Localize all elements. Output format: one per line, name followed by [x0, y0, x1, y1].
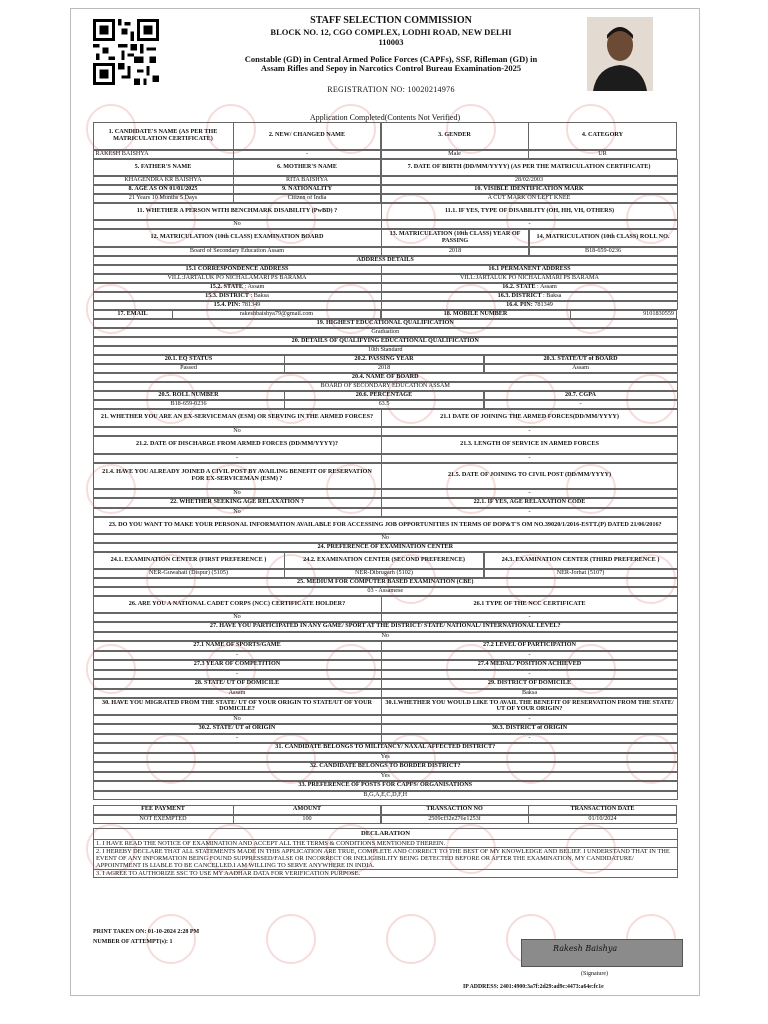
label-highest-qualification: 19. HIGHEST EDUCATIONAL QUALIFICATION	[93, 319, 679, 329]
value-civil-post-date: -	[381, 489, 678, 499]
label-board-state: 20.3. STATE/UT of BOARD	[484, 355, 678, 365]
value-corr-state: : Assam	[244, 282, 265, 290]
label-ncc-type: 26.1 TYPE OF THE NCC CERTIFICATE	[381, 596, 678, 614]
value-perm-district: : Baksa	[543, 291, 562, 299]
label-disability-type: 11.1. IF YES, TYPE OF DISABILITY (OH, HH, VH, OTHERS)	[381, 203, 678, 221]
label-age-relaxation: 22. WHETHER SEEKING AGE RELAXATION ?	[93, 498, 382, 509]
payment-header-fee: FEE PAYMENT	[93, 805, 234, 816]
declaration-item-2: 2. I HEREBY DECLARE THAT ALL STATEMENTS MADE IN THIS APPLICATION ARE TRUE, COMPLETE AND CORRECT TO THE BEST OF MY KNOWLEDGE AND BELIEF. I UNDERSTAND THAT IN THE EVENT OF ANY INFORMATION BEING FOUND SUPPRESSED/FALSE OR INCORRECT OR INELIGIBILITY BEING DETECTED BEFORE OR AFTER THE EXAMINATION, MY CANDIDATURE/ APPOINTMENT IS LIABLE TO BE CANCELLED.I AM WILLING TO SERVE ANYWHERE IN INDIA.	[93, 848, 678, 870]
value-competition-year: -	[93, 670, 382, 680]
value-corr-pin: 781349	[241, 300, 261, 308]
value-sports: No	[93, 632, 679, 642]
value-cgpa: -	[484, 400, 678, 410]
value-perm-state: : Assam	[537, 282, 557, 290]
label-pwbd: 11. WHETHER A PERSON WITH BENCHMARK DISABILITY (PwBD) ?	[93, 203, 382, 221]
value-corr-district: : Baksa	[250, 291, 269, 299]
payment-txn-date: 01/10/2024	[528, 815, 677, 825]
label-perm-state: 16.2. STATE	[502, 282, 536, 290]
label-gender: 3. GENDER	[381, 122, 529, 151]
payment-header-txn-no: TRANSACTION NO	[381, 805, 529, 816]
label-new-name: 2. NEW/ CHANGED NAME	[233, 122, 381, 151]
label-perm-district: 16.3. DISTRICT	[497, 291, 542, 299]
label-mother-name: 6. MOTHER'S NAME	[233, 159, 381, 177]
value-category: UR	[528, 150, 677, 160]
payment-header-txn-date: TRANSACTION DATE	[528, 805, 677, 816]
value-dob: 28/02/2003	[381, 176, 678, 186]
value-participation-level: -	[381, 651, 678, 661]
payment-header-amount: AMOUNT	[233, 805, 381, 816]
value-matric-year: 2018	[381, 247, 529, 257]
payment-amount: 100	[233, 815, 381, 825]
value-disability-type: -	[381, 220, 678, 230]
value-permanent-address: VILL:JARTALUK PO NICHALAMARI PS BARAMA	[381, 274, 678, 284]
value-gender: Male	[381, 150, 529, 160]
value-origin-district: -	[381, 734, 678, 744]
org-pin: 110003	[378, 37, 404, 47]
ip-address: IP ADDRESS: 2401:4900:3a7f:2d29:ad9c:4473:a64e:fc1e	[463, 984, 604, 990]
value-origin-reservation: -	[381, 715, 678, 725]
declaration-title: DECLARATION	[93, 828, 678, 840]
label-discharge-date: 21.2. DATE OF DISCHARGE FROM ARMED FORCES (DD/MM/YYYY)?	[93, 436, 382, 455]
label-service-length: 21.3. LENGTH OF SERVICE IN ARMED FORCES	[381, 436, 678, 455]
label-job-opportunities: 23. DO YOU WANT TO MAKE YOUR PERSONAL INFORMATION AVAILABLE FOR ACCESSING JOB OPPORTUNITIES IN TERMS OF DOP&T'S OM NO.39020/1/2016-ESTT.(P) DATED 21/06/2016?	[93, 517, 679, 535]
value-civil-post: No	[93, 489, 382, 499]
value-board-name: BOARD OF SECONDARY EDUCATION ASSAM	[93, 382, 679, 392]
print-taken-on: PRINT TAKEN ON: 01-10-2024 2:28 PM	[93, 929, 200, 935]
label-matric-year: 13. MATRICULATION (10th CLASS) YEAR OF PASSING	[381, 229, 529, 248]
payment-table	[93, 805, 678, 824]
value-eq-status: Passed	[93, 364, 285, 374]
label-participation-level: 27.2 LEVEL OF PARTICIPATION	[381, 641, 678, 652]
org-address: BLOCK NO. 12, CGO COMPLEX, LODHI ROAD, NEW DELHI	[270, 27, 512, 37]
label-cgpa: 20.7. CGPA	[484, 391, 678, 401]
application-form-page	[70, 8, 700, 996]
value-father-name: KHAGENDRA KR BAISHYA	[93, 176, 234, 186]
label-email: 17. EMAIL	[93, 310, 173, 320]
signature-text: Rakesh Baishya	[553, 944, 618, 953]
application-status: Application Completed(Contents Not Verified)	[309, 113, 461, 122]
label-militancy-district: 31. CANDIDATE BELONGS TO MILITANCY/ NAXAL AFFECTED DISTRICT?	[93, 743, 679, 754]
value-highest-qualification: Graduation	[93, 328, 679, 338]
label-relaxation-code: 22.1. IF YES, AGE RELAXATION CODE	[381, 498, 678, 509]
label-permanent-address: 16.1 PERMANENT ADDRESS	[381, 265, 678, 275]
application-table	[93, 122, 678, 878]
value-origin-state: -	[93, 734, 382, 744]
label-medal: 27.4 MEDAL/ POSITION ACHIEVED	[381, 660, 678, 671]
label-migrated: 30. HAVE YOU MIGRATED FROM THE STATE/ UT OF YOUR ORIGIN TO STATE/UT OF YOUR DOMICILE?	[93, 698, 382, 716]
value-pwbd: No	[93, 220, 382, 230]
label-origin-reservation: 30.1.WHETHER YOU WOULD LIKE TO AVAIL THE BENEFIT OF RESERVATION FROM THE STATE/ UT OF YOUR ORIGIN?	[381, 698, 678, 716]
value-center-first: NER-Guwahati (Dispur) (5105)	[93, 569, 285, 579]
label-civil-post: 21.4. HAVE YOU ALREADY JOINED A CIVIL POST BY AVAILING BENEFIT OF RESERVATION FOR EX-SERVICEMAN (ESM) ?	[93, 463, 382, 490]
label-category: 4. CATEGORY	[528, 122, 677, 151]
value-service-length: -	[381, 454, 678, 464]
label-origin-district: 30.3. DISTRICT of ORIGIN	[381, 724, 678, 735]
label-ex-serviceman: 21. WHETHER YOU ARE AN EX-SERVICEMAN (ESM) OR SERVING IN THE ARMED FORCES?	[93, 409, 382, 428]
label-matric-board: 12. MATRICULATION (10th CLASS) EXAMINATION BOARD	[93, 229, 382, 248]
signature-caption: (Signature)	[581, 971, 608, 977]
value-sport-name: -	[93, 651, 382, 661]
value-passing-year: 2018	[284, 364, 484, 374]
label-sport-name: 27.1 NAME OF SPORTS/GAME	[93, 641, 382, 652]
label-exam-center-pref: 24. PREFERENCE OF EXAMINATION CENTER	[93, 543, 679, 553]
label-eq-status: 20.1. EQ STATUS	[93, 355, 285, 365]
value-ncc: No	[93, 613, 382, 623]
label-age: 8. AGE AS ON 01/01/2025	[93, 185, 234, 195]
declaration-item-1: 1. I HAVE READ THE NOTICE OF EXAMINATION AND ACCEPT ALL THE TERMS & CONDITIONS MENTIONED THEREIN.	[93, 840, 678, 848]
label-domicile-district: 29. DISTRICT OF DOMICILE	[381, 679, 678, 690]
label-cbe-medium: 25. MEDIUM FOR COMPUTER BASED EXAMINATION (CBE)	[93, 578, 679, 588]
value-post-preference: B,G,A,E,C,D,F,H	[93, 791, 679, 801]
payment-fee-status: NOT EXEMPTED	[93, 815, 234, 825]
label-corr-district: 15.3. DISTRICT	[205, 291, 249, 299]
label-center-third: 24.3. EXAMINATION CENTER (THIRD PREFERENCE )	[484, 552, 678, 570]
label-roll-number: 20.5. ROLL NUMBER	[93, 391, 285, 401]
label-competition-year: 27.3 YEAR OF COMPETITION	[93, 660, 382, 671]
value-matric-board: Board of Secondary Education Assam	[93, 247, 382, 257]
value-center-third: NER-Jorhat (5107)	[484, 569, 678, 579]
value-roll-number: B18-659-0236	[93, 400, 285, 410]
value-percentage: 63.5	[284, 400, 484, 410]
label-mobile: 18. MOBILE NUMBER	[381, 310, 571, 320]
value-qualifying-qualification: 10th Standard	[93, 346, 679, 356]
label-armed-forces-joining: 21.1 DATE OF JOINING THE ARMED FORCES(DD/MM/YYYY)	[381, 409, 678, 428]
value-id-mark: A CUT MARK ON LEFT KNEE	[381, 194, 678, 204]
value-candidate-name: RAKESH BAISHYA	[93, 150, 234, 160]
value-medal: -	[381, 670, 678, 680]
attempt-count: NUMBER OF ATTEMPT(s): 1	[93, 939, 173, 945]
label-id-mark: 10. VISIBLE IDENTIFICATION MARK	[381, 185, 678, 195]
value-militancy-district: Yes	[93, 753, 679, 763]
label-center-first: 24.1. EXAMINATION CENTER (FIRST PREFERENCE )	[93, 552, 285, 570]
label-correspondence-address: 15.1 CORRESPONDENCE ADDRESS	[93, 265, 382, 275]
label-dob: 7. DATE OF BIRTH (DD/MM/YYYY) (AS PER THE MATRICULATION CERTIFICATE)	[381, 159, 678, 177]
value-migrated: No	[93, 715, 382, 725]
value-mobile: 9101830559	[570, 310, 677, 320]
label-perm-pin: 16.4. PIN:	[506, 300, 533, 308]
declaration-item-3: 3. I AGREE TO AUTHORIZE SSC TO USE MY AADHAR DATA FOR VERIFICATION PURPOSE.	[93, 870, 678, 878]
qr-code-icon	[93, 19, 159, 85]
label-qualifying-qualification: 20. DETAILS OF QUALIFYING EDUCATIONAL QUALIFICATION	[93, 337, 679, 347]
value-matric-roll: B18-659-0236	[529, 247, 678, 257]
value-perm-pin: 781349	[534, 300, 553, 308]
value-ncc-type: -	[381, 613, 678, 623]
registration-number: REGISTRATION NO: 10020214976	[327, 85, 455, 94]
label-origin-state: 30.2. STATE/ UT of ORIGIN	[93, 724, 382, 735]
label-civil-post-date: 21.5. DATE OF JOINING TO CIVIL POST (DD/MM/YYYY)	[381, 463, 678, 490]
exam-title: Constable (GD) in Central Armed Police Forces (CAPFs), SSF, Rifleman (GD) in Assam Rifles and Sepoy in Narcotics Control Bureau Examination-2025	[244, 54, 538, 73]
payment-txn-no: 2509cf32e276e1253f	[381, 815, 529, 825]
value-cbe-medium: 03 - Assamese	[93, 587, 679, 597]
label-board-name: 20.4. NAME OF BOARD	[93, 373, 679, 383]
form-header	[71, 9, 699, 111]
value-domicile-state: Assam	[93, 689, 382, 699]
value-board-state: Assam	[484, 364, 678, 374]
value-new-name: -	[233, 150, 381, 160]
label-ncc: 26. ARE YOU A NATIONAL CADET CORPS (NCC) CERTIFICATE HOLDER?	[93, 596, 382, 614]
label-father-name: 5. FATHER'S NAME	[93, 159, 234, 177]
label-candidate-name: 1. CANDIDATE'S NAME (AS PER THE MATRICULATION CERTIFICATE)	[93, 122, 234, 151]
label-percentage: 20.6. PERCENTAGE	[284, 391, 484, 401]
candidate-photo	[587, 17, 653, 91]
value-email: rakeshbaishya79@gmail.com	[172, 310, 381, 320]
value-age: 21 Years 10 Months 5 Days	[93, 194, 234, 204]
value-domicile-district: Baksa	[381, 689, 678, 699]
value-discharge-date: -	[93, 454, 382, 464]
declaration-section	[93, 828, 678, 878]
label-post-preference: 33. PREFERENCE OF POSTS FOR CAPFS/ ORGANISATIONS	[93, 781, 679, 792]
value-job-opportunities: No	[93, 534, 679, 544]
label-passing-year: 20.2. PASSING YEAR	[284, 355, 484, 365]
label-border-district: 32. CANDIDATE BELONGS TO BORDER DISTRICT?	[93, 762, 679, 773]
org-title: STAFF SELECTION COMMISSION	[310, 15, 472, 26]
label-domicile-state: 28. STATE/ UT OF DOMICILE	[93, 679, 382, 690]
label-center-second: 24.2. EXAMINATION CENTER (SECOND PREFERENCE)	[284, 552, 484, 570]
label-nationality: 9. NATIONALITY	[233, 185, 381, 195]
value-nationality: Citizen of India	[233, 194, 381, 204]
value-age-relaxation: No	[93, 508, 382, 518]
value-armed-forces-joining: -	[381, 427, 678, 437]
value-relaxation-code: -	[381, 508, 678, 518]
label-corr-state: 15.2. STATE	[209, 282, 243, 290]
value-ex-serviceman: No	[93, 427, 382, 437]
value-border-district: Yes	[93, 772, 679, 782]
section-address-details: ADDRESS DETAILS	[93, 256, 679, 266]
label-matric-roll: 14. MATRICULATION (10th CLASS) ROLL NO.	[529, 229, 678, 248]
label-sports: 27. HAVE YOU PARTICIPATED IN ANY GAME/ SPORT AT THE DISTRICT/ STATE/ NATIONAL/ INTERNATIONAL LEVEL?	[93, 622, 679, 633]
value-center-second: NER-Dibrugarh (5102)	[284, 569, 484, 579]
value-mother-name: RITA BAISHYA	[233, 176, 381, 186]
label-corr-pin: 15.4. PIN:	[213, 300, 241, 308]
value-correspondence-address: VILL:JARTALUK PO NICHALAMARI PS BARAMA	[93, 274, 382, 284]
